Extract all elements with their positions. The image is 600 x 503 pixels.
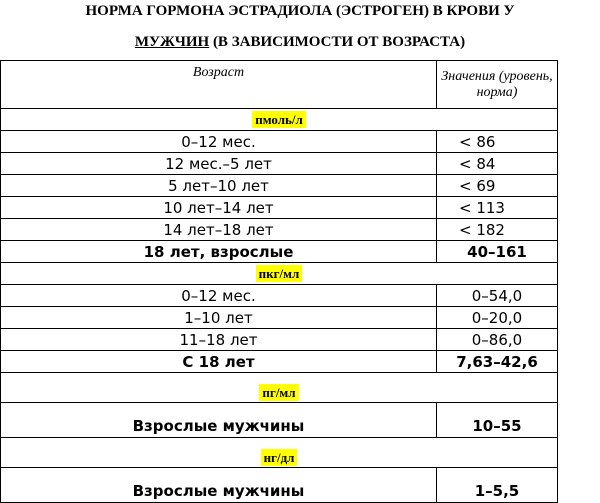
- age-cell: 18 лет, взрослые: [1, 241, 437, 263]
- header-value: [437, 61, 558, 109]
- age-cell: 1–10 лет: [1, 307, 437, 329]
- title-rest: (В ЗАВИСИМОСТИ ОТ ВОЗРАСТА): [209, 34, 466, 50]
- value-cell: 7,63–42,6: [437, 351, 558, 373]
- age-cell: 14 лет–18 лет: [1, 219, 437, 241]
- table-row: [1, 351, 558, 373]
- estradiol-norms-table: [0, 60, 558, 503]
- value-cell: < 84: [437, 153, 558, 175]
- table-row: [1, 197, 558, 219]
- table-row: [1, 175, 558, 197]
- unit-cell: [1, 438, 558, 468]
- unit-label: нг/дл: [261, 449, 298, 466]
- value-cell: < 86: [437, 131, 558, 153]
- table-row: [1, 219, 558, 241]
- title-line-1: НОРМА ГОРМОНА ЭСТРАДИОЛА (ЭСТРОГЕН) В КРОВИ У: [85, 3, 515, 19]
- age-cell: Взрослые мужчины: [1, 468, 437, 503]
- table-header-row: [1, 61, 558, 109]
- table-row: [1, 241, 558, 263]
- unit-row: [1, 438, 558, 468]
- age-cell: Взрослые мужчины: [1, 403, 437, 438]
- value-cell: 40–161: [437, 241, 558, 263]
- header-age: Возраст: [1, 61, 437, 109]
- unit-cell: [1, 109, 558, 131]
- table-row: [1, 285, 558, 307]
- table-row: [1, 131, 558, 153]
- unit-row: [1, 373, 558, 403]
- age-cell: 0–12 мес.: [1, 131, 437, 153]
- table-row: [1, 468, 558, 503]
- unit-cell: [1, 373, 558, 403]
- unit-row: [1, 109, 558, 131]
- value-cell: 0–86,0: [437, 329, 558, 351]
- value-cell: < 182: [437, 219, 558, 241]
- value-cell: 10–55: [437, 403, 558, 438]
- unit-cell: [1, 263, 558, 285]
- title-underlined-word: МУЖЧИН: [134, 34, 210, 50]
- table-row: [1, 403, 558, 438]
- value-cell: < 113: [437, 197, 558, 219]
- header-value-line-2: норма): [476, 84, 518, 100]
- unit-label: пкг/мл: [256, 265, 303, 282]
- unit-label: пмоль/л: [252, 111, 306, 128]
- age-cell: 0–12 мес.: [1, 285, 437, 307]
- value-cell: 0–54,0: [437, 285, 558, 307]
- header-value-line-1: Значения (уровень,: [441, 68, 553, 84]
- value-cell: 1–5,5: [437, 468, 558, 503]
- unit-row: [1, 263, 558, 285]
- unit-label: пг/мл: [259, 384, 298, 401]
- value-cell: 0–20,0: [437, 307, 558, 329]
- age-cell: 10 лет–14 лет: [1, 197, 437, 219]
- table-row: [1, 329, 558, 351]
- title-line-2: [0, 31, 600, 53]
- table-row: [1, 307, 558, 329]
- table-row: [1, 153, 558, 175]
- age-cell: С 18 лет: [1, 351, 437, 373]
- age-cell: 5 лет–10 лет: [1, 175, 437, 197]
- age-cell: 11–18 лет: [1, 329, 437, 351]
- age-cell: 12 мес.–5 лет: [1, 153, 437, 175]
- value-cell: < 69: [437, 175, 558, 197]
